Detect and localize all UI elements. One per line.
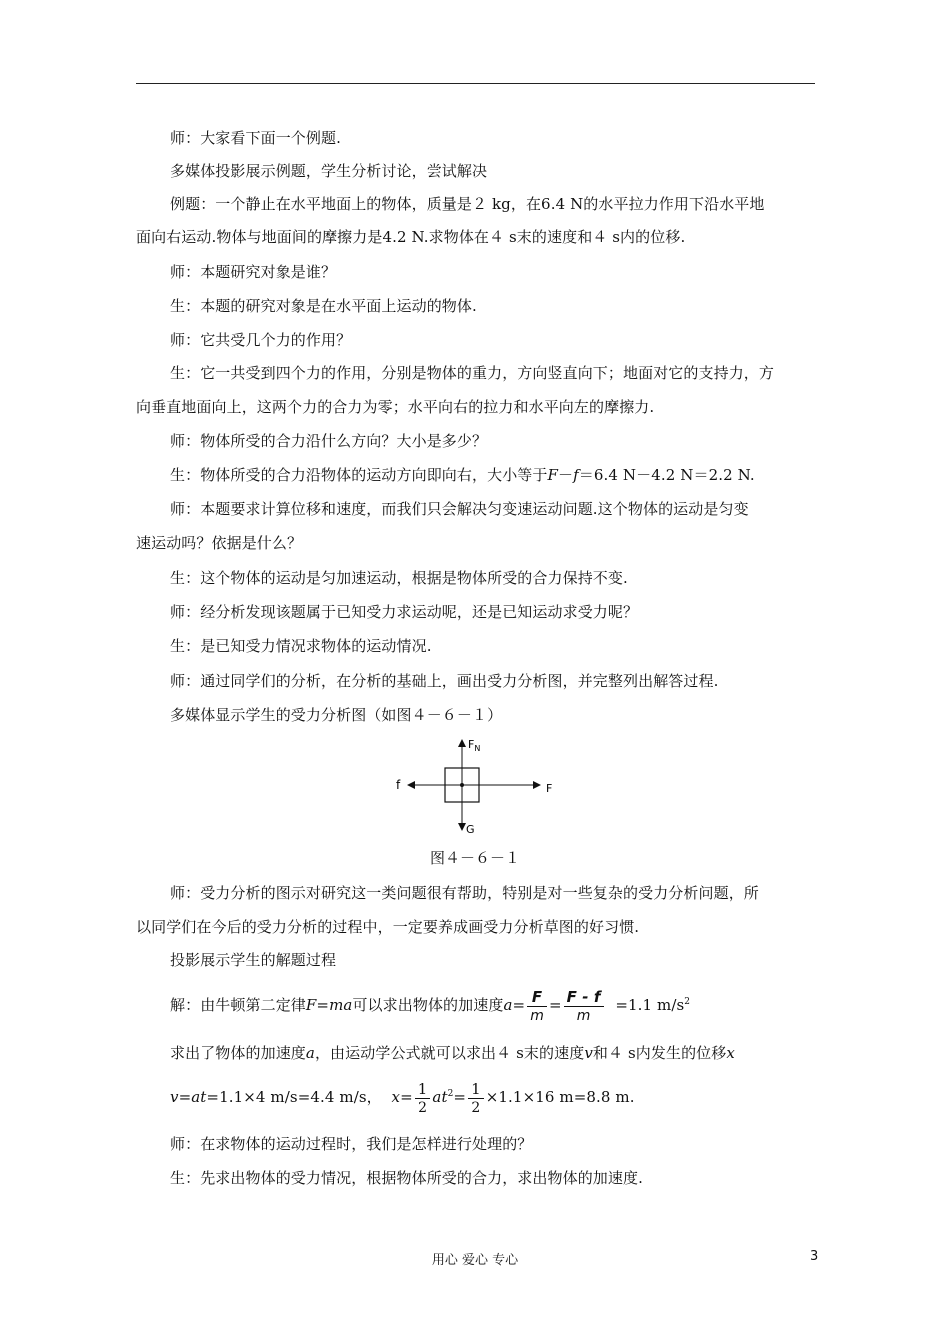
paragraph: 以同学们在今后的受力分析的过程中，一定要养成画受力分析草图的好习惯. xyxy=(136,918,640,936)
paragraph xyxy=(136,1043,815,1063)
text: 和４ s内发生的位移 xyxy=(592,1044,727,1062)
text: ＝6.4 N－4.2 N＝2.2 N. xyxy=(578,466,755,484)
formula-line xyxy=(136,984,815,1025)
numerator: 1 xyxy=(415,1080,431,1099)
label-f: f xyxy=(396,778,401,792)
paragraph: 生：这个物体的运动是匀加速运动，根据是物体所受的合力保持不变. xyxy=(170,569,628,587)
paragraph: 师：通过同学们的分析，在分析的基础上，画出受力分析图，并完整列出解答过程. xyxy=(170,672,719,690)
symbol-f: f xyxy=(573,466,579,484)
page-number: 3 xyxy=(810,1249,819,1264)
denominator: m xyxy=(576,1007,591,1024)
footer-text: 用心 爱心 专心 xyxy=(431,1253,519,1268)
paragraph: 师：经分析发现该题属于已知受力求运动呢，还是已知运动求受力呢？ xyxy=(170,603,639,621)
formula-vat: v=at xyxy=(170,1088,207,1106)
denominator: 2 xyxy=(418,1099,428,1116)
paragraph: 生：本题的研究对象是在水平面上运动的物体. xyxy=(170,297,477,315)
paragraph: 师：物体所受的合力沿什么方向？大小是多少？ xyxy=(170,432,488,450)
symbol-a: a xyxy=(305,1044,315,1062)
formula-line xyxy=(136,1075,815,1117)
text: = xyxy=(453,1088,467,1106)
paragraph: 师：在求物体的运动过程时，我们是怎样进行处理的？ xyxy=(170,1135,533,1153)
symbol-x: x xyxy=(726,1044,735,1062)
paragraph: 生：先求出物体的受力情况，根据物体所受的合力，求出物体的加速度. xyxy=(170,1169,643,1187)
numerator: 1 xyxy=(468,1080,484,1099)
paragraph: 速运动吗？依据是什么？ xyxy=(136,534,303,552)
force-diagram xyxy=(390,734,570,838)
paragraph: 生：它一共受到四个力的作用，分别是物体的重力，方向竖直向下；地面对它的支持力，方 xyxy=(170,364,775,382)
label-F: F xyxy=(546,782,553,795)
symbol-x: x= xyxy=(391,1088,413,1106)
figure-caption: 图４－６－１ xyxy=(429,849,520,867)
paragraph: 师：它共受几个力的作用？ xyxy=(170,331,352,349)
fraction-half xyxy=(468,1080,484,1117)
label-FN: $F_N$ xyxy=(468,738,481,753)
numerator: F - f xyxy=(564,988,604,1007)
paragraph: 例题：一个静止在水平地面上的物体，质量是２ kg，在6.4 N的水平拉力作用下沿水平地 xyxy=(170,195,765,213)
text: 求出了物体的加速度 xyxy=(170,1044,306,1062)
paragraph: 师：大家看下面一个例题. xyxy=(170,129,341,147)
text: 解：由牛顿第二定律 xyxy=(170,996,306,1014)
fraction-Ff-over-m xyxy=(564,988,604,1025)
paragraph: 生：是已知受力情况求物体的运动情况. xyxy=(170,637,432,655)
symbol-a: a= xyxy=(503,996,526,1014)
text: 生：物体所受的合力沿物体的运动方向即向右，大小等于 xyxy=(170,466,548,484)
label-G: G xyxy=(466,823,475,836)
text: =1.1 m/s xyxy=(615,996,685,1014)
paragraph xyxy=(136,465,815,485)
text: =1.1×4 m/s=4.4 m/s， xyxy=(206,1088,382,1106)
text: ×1.1×16 m=8.8 m. xyxy=(485,1088,635,1106)
paragraph: 多媒体投影展示例题，学生分析讨论，尝试解决 xyxy=(170,162,488,180)
header-rule xyxy=(136,83,815,84)
paragraph: 投影展示学生的解题过程 xyxy=(170,951,337,969)
paragraph: 多媒体显示学生的受力分析图（如图４－６－１） xyxy=(170,706,503,724)
symbol-F: F xyxy=(547,466,559,484)
superscript: 2 xyxy=(684,997,691,1007)
superscript: 2 xyxy=(447,1089,454,1099)
denominator: 2 xyxy=(471,1099,481,1116)
paragraph: 向垂直地面向上，这两个力的合力为零；水平向右的拉力和水平向左的摩擦力. xyxy=(136,398,655,416)
paragraph: 师：本题研究对象是谁？ xyxy=(170,263,337,281)
fraction-F-over-m xyxy=(527,988,547,1025)
formula-Fma: F=ma xyxy=(305,996,353,1014)
text: ，由运动学公式就可以求出４ s末的速度 xyxy=(314,1044,585,1062)
symbol-at: at xyxy=(432,1088,448,1106)
paragraph: 面向右运动.物体与地面间的摩擦力是4.2 N.求物体在４ s末的速度和４ s内的位移. xyxy=(136,228,686,246)
text: 可以求出物体的加速度 xyxy=(352,996,504,1014)
text: = xyxy=(548,996,562,1014)
paragraph: 师：受力分析的图示对研究这一类问题很有帮助，特别是对一些复杂的受力分析问题，所 xyxy=(170,884,759,902)
numerator: F xyxy=(527,988,547,1007)
fraction-half xyxy=(415,1080,431,1117)
text: － xyxy=(558,466,574,484)
paragraph: 师：本题要求计算位移和速度，而我们只会解决匀变速运动问题.这个物体的运动是匀变 xyxy=(170,500,749,518)
symbol-v: v xyxy=(584,1044,593,1062)
denominator: m xyxy=(530,1007,544,1024)
